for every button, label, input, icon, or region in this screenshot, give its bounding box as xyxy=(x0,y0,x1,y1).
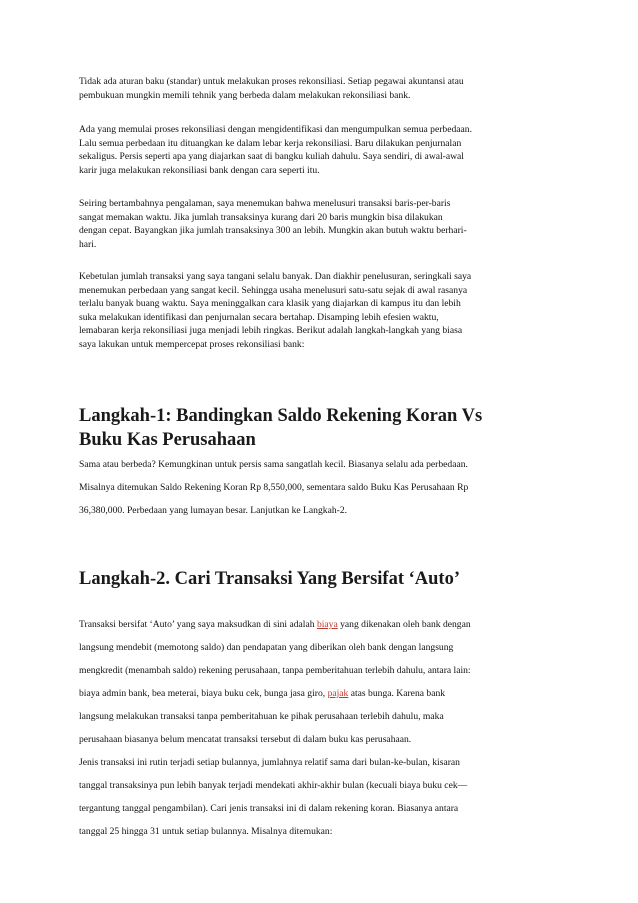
text-line: suka melakukan identifikasi dan penjurnalan secara bertahap. Disamping lebih efesien waktu, xyxy=(79,311,439,323)
text-line: pembukuan mungkin memili tehnik yang berbeda dalam melakukan rekonsiliasi bank. xyxy=(79,89,411,101)
text-line: karir juga melakukan rekonsiliasi bank dengan cara seperti itu. xyxy=(79,164,320,176)
text-line: tanggal 25 hingga 31 untuk setiap bulannya. Misalnya ditemukan: xyxy=(79,826,333,837)
text-line: menemukan perbedaan yang sangat kecil. Sehingga usaha menelusuri satu-satu sejak di awal rasanya xyxy=(79,284,468,296)
text-line: terlalu banyak buang waktu. Saya meninggalkan cara klasik yang diajarkan di kampus itu dan lebih xyxy=(79,298,461,309)
text-line: Misalnya ditemukan Saldo Rekening Koran Rp 8,550,000, sementara saldo Buku Kas Perusahaan Rp xyxy=(79,482,469,493)
text-line: tanggal transaksinya pun lebih banyak terjadi mendekati akhir-akhir bulan (kecuali biaya buku cek— xyxy=(79,780,468,791)
text-line: langsung mendebit (memotong saldo) dan pendapatan yang diberikan oleh bank dengan langsung xyxy=(79,642,454,653)
text-line: sangat memakan waktu. Jika jumlah transaksinya kurang dari 20 baris mungkin bisa dilakukan xyxy=(79,211,443,223)
text-line: dengan cepat. Bayangkan jika jumlah transaksinya 300 an lebih. Mungkin akan butuh waktu berhari- xyxy=(79,225,467,236)
text-line: Lalu semua perbedaan itu dituangkan ke dalam lebar kerja rekonsiliasi. Baru dilakukan penjurnalan xyxy=(79,137,462,149)
text-line: langsung melakukan transaksi tanpa pemberitahuan ke pihak perusahaan terlebih dahulu, maka xyxy=(79,711,444,722)
biaya-link[interactable]: biaya xyxy=(316,619,338,630)
text-line: saya lakukan untuk mempercepat proses rekonsiliasi bank: xyxy=(79,338,305,350)
text-line: hari. xyxy=(79,238,97,250)
text-line: perusahaan biasanya belum mencatat transaksi tersebut di dalam buku kas perusahaan. xyxy=(79,734,412,745)
text-line xyxy=(79,613,569,636)
paragraph-experience xyxy=(79,197,569,251)
text-line: mengkredit (menambah saldo) rekening perusahaan, tanpa pemberitahuan terlebih dahulu, antara lain: xyxy=(79,665,471,676)
paragraph-step2 xyxy=(79,613,569,843)
heading-line: Langkah-1: Bandingkan Saldo Rekening Koran Vs xyxy=(79,406,483,426)
text-line: sekaligus. Persis seperti apa yang diajarkan saat di bangku kuliah dahulu. Saya sendiri, di awal-awal xyxy=(79,151,464,162)
text-line: Ada yang memulai proses rekonsiliasi dengan mengidentifikasi dan mengumpulkan semua perbedaan. xyxy=(79,124,472,135)
paragraph-approach xyxy=(79,270,569,351)
heading-line: Buku Kas Perusahaan xyxy=(79,430,256,450)
text-line: Jenis transaksi ini rutin terjadi setiap bulannya, jumlahnya relatif sama dari bulan-ke-bulan, kisaran xyxy=(79,757,460,768)
text-fragment: biaya admin bank, bea meterai, biaya buku cek, bunga jasa giro, xyxy=(79,688,328,699)
text-line: tergantung tanggal pengambilan). Cari jenis transaksi ini di dalam rekening koran. Biasanya antara xyxy=(79,803,459,814)
text-fragment: atas bunga. Karena bank xyxy=(348,688,446,699)
text-line: 36,380,000. Perbedaan yang lumayan besar. Lanjutkan ke Langkah-2. xyxy=(79,505,348,516)
text-line: Seiring bertambahnya pengalaman, saya menemukan bahwa menelusuri transaksi baris-per-baris xyxy=(79,198,451,209)
text-line: Tidak ada aturan baku (standar) untuk melakukan proses rekonsiliasi. Setiap pegawai akuntansi atau xyxy=(79,76,464,87)
heading-langkah-2: Langkah-2. Cari Transaksi Yang Bersifat ‘Auto’ xyxy=(79,569,461,589)
heading-langkah-1 xyxy=(79,404,482,452)
text-fragment: Transaksi bersifat ‘Auto’ yang saya maksudkan di sini adalah xyxy=(79,619,317,630)
text-line: Kebetulan jumlah transaksi yang saya tangani selalu banyak. Dan diakhir penelusuran, seringkali saya xyxy=(79,271,472,282)
text-line xyxy=(79,682,569,705)
text-line: Sama atau berbeda? Kemungkinan untuk persis sama sangatlah kecil. Biasanya selalu ada perbedaan. xyxy=(79,459,468,470)
paragraph-intro xyxy=(79,75,569,102)
text-line: lemabaran kerja rekonsiliasi juga menjadi lebih ringkas. Berikut adalah langkah-langkah yang biasa xyxy=(79,325,463,336)
text-fragment: yang dikenakan oleh bank dengan xyxy=(337,619,471,630)
pajak-link[interactable]: pajak xyxy=(327,688,349,699)
paragraph-method xyxy=(79,123,569,177)
paragraph-step1 xyxy=(79,453,569,522)
